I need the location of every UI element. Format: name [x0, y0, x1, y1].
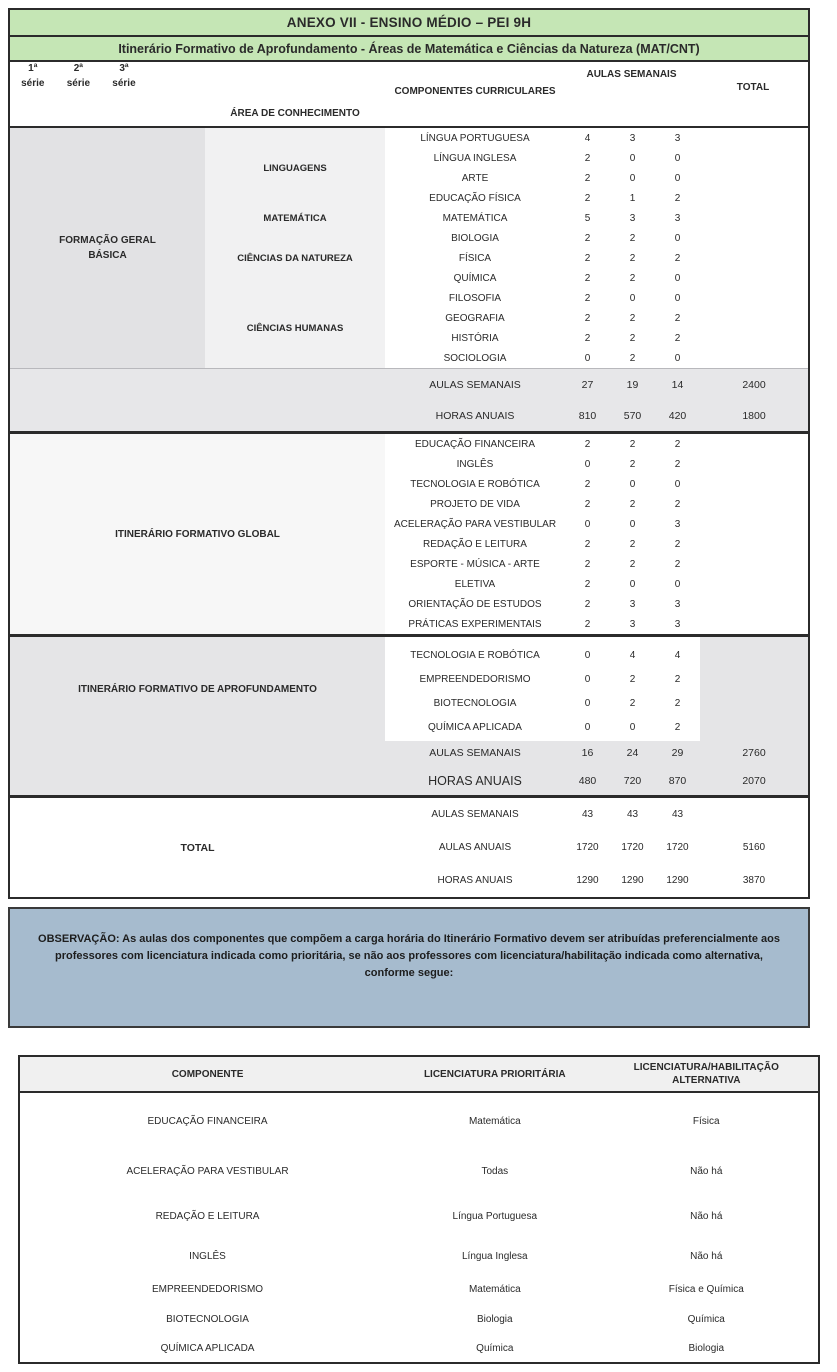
component-name: ARTE [461, 172, 489, 184]
serie2-value: 2 [629, 538, 636, 550]
header-alternativa-text: LICENCIATURA/HABILITAÇÃO ALTERNATIVA [633, 1062, 779, 1086]
component-row [385, 308, 808, 328]
total-value: 5160 [742, 842, 766, 853]
component-name: LÍNGUA INGLESA [433, 152, 517, 164]
licenciatura-row [20, 1334, 818, 1362]
serie1-value: 2 [584, 578, 591, 590]
serie-1-label: série [21, 77, 45, 89]
header-total: TOTAL [736, 82, 770, 93]
serie2-value: 3 [629, 132, 636, 144]
component-row [385, 288, 808, 308]
serie2-value: 19 [626, 378, 639, 391]
serie1-value: 0 [584, 697, 591, 709]
licenciatura-table [18, 1055, 820, 1364]
summary-label: AULAS SEMANAIS [429, 378, 521, 391]
total-row [385, 798, 808, 831]
component-row [10, 667, 808, 691]
serie1-value: 0 [584, 352, 591, 364]
prioritaria-cell: Língua Inglesa [461, 1251, 528, 1262]
header-serie-1 [10, 62, 56, 91]
serie2-value: 0 [629, 292, 636, 304]
serie2-value: 2 [629, 252, 636, 264]
component-row [385, 188, 808, 208]
serie1-value: 810 [578, 409, 597, 422]
summary-row [10, 369, 808, 400]
serie3-value: 2 [674, 332, 681, 344]
serie3-value: 870 [668, 775, 687, 787]
component-name: GEOGRAFIA [445, 312, 505, 324]
serie1-value: 4 [584, 132, 591, 144]
component-row [385, 328, 808, 348]
serie2-value: 0 [629, 578, 636, 590]
serie1-value: 2 [584, 478, 591, 490]
serie3-value: 2 [674, 438, 681, 450]
serie2-value: 3 [629, 212, 636, 224]
total-value: 3870 [742, 875, 766, 886]
summary-row [10, 767, 808, 795]
serie3-value: 0 [674, 272, 681, 284]
serie2-value: 570 [623, 409, 642, 422]
serie1-value: 2 [584, 438, 591, 450]
component-row [385, 248, 808, 268]
serie1-value: 2 [584, 332, 591, 344]
serie3-value: 2 [674, 192, 681, 204]
serie1-value: 0 [584, 458, 591, 470]
serie2-value: 2 [629, 498, 636, 510]
total-value: 1800 [742, 409, 766, 422]
serie-3-num: 3ª [119, 63, 129, 74]
serie3-value: 3 [674, 618, 681, 630]
component-row [385, 554, 808, 574]
serie3-value: 0 [674, 578, 681, 590]
serie3-value: 2 [674, 673, 681, 685]
serie3-value: 0 [674, 152, 681, 164]
serie3-value: 1720 [666, 842, 689, 853]
prioritaria-cell: Todas [481, 1166, 509, 1177]
section-itinerario-aprofundamento [10, 634, 808, 795]
serie1-value: 2 [584, 498, 591, 510]
serie1-value: 2 [584, 232, 591, 244]
alternativa-cell: Não há [690, 1166, 723, 1177]
summary-label: HORAS ANUAIS [428, 774, 522, 788]
component-row [385, 208, 808, 228]
serie1-value: 16 [581, 747, 594, 759]
total-row [385, 864, 808, 897]
serie2-value: 2 [629, 312, 636, 324]
alternativa-cell: Física e Química [668, 1283, 744, 1295]
component-name: TECNOLOGIA E ROBÓTICA [410, 649, 540, 661]
serie3-value: 29 [671, 747, 684, 759]
component-row [385, 268, 808, 288]
serie1-value: 2 [584, 292, 591, 304]
total-row [385, 831, 808, 864]
licenciatura-header [20, 1057, 818, 1093]
component-row [385, 514, 808, 534]
licenciatura-row [20, 1304, 818, 1334]
section-formacao-geral-basica [10, 128, 808, 368]
componente-cell: ACELERAÇÃO PARA VESTIBULAR [126, 1166, 289, 1177]
componente-cell: EMPREENDEDORISMO [151, 1283, 264, 1295]
component-row [385, 614, 808, 634]
serie-2-num: 2ª [73, 63, 84, 74]
component-name: PROJETO DE VIDA [430, 498, 520, 510]
serie1-value: 2 [584, 598, 591, 610]
serie1-value: 2 [584, 172, 591, 184]
section-label: TOTAL [180, 841, 215, 854]
serie1-value: 43 [581, 809, 594, 820]
serie3-value: 2 [674, 538, 681, 550]
component-name: ESPORTE - MÚSICA - ARTE [410, 558, 540, 570]
prioritaria-cell: Matemática [468, 1115, 521, 1127]
total-value: 2400 [742, 378, 766, 391]
serie3-value: 14 [671, 378, 684, 391]
serie3-value: 2 [674, 312, 681, 324]
serie2-value: 0 [629, 721, 636, 733]
serie3-value: 2 [674, 458, 681, 470]
component-name: BIOTECNOLOGIA [433, 697, 517, 709]
serie1-value: 0 [584, 649, 591, 661]
component-row [385, 494, 808, 514]
section-itinerario-global [10, 431, 808, 634]
header-componentes-curriculares: COMPONENTES CURRICULARES [394, 86, 556, 97]
componente-cell: REDAÇÃO E LEITURA [155, 1211, 260, 1222]
section-label: ITINERÁRIO FORMATIVO GLOBAL [10, 434, 385, 634]
component-rows [385, 128, 808, 368]
area-ciencias-natureza: CIÊNCIAS DA NATUREZA [237, 252, 353, 264]
component-row [385, 148, 808, 168]
observacao-note: OBSERVAÇÃO: As aulas dos componentes que compõem a carga horária do Itinerário Formativo devem ser atribuídas preferencialmente aos professores com licenciatura indicada como prioritária, se não aos professores com licenciatura/habilitação indicada como alternativa, conforme segue: [8, 907, 810, 1028]
serie2-value: 0 [629, 152, 636, 164]
component-name: EDUCAÇÃO FINANCEIRA [414, 438, 535, 450]
header-area-de-conhecimento: ÁREA DE CONHECIMENTO [230, 108, 360, 119]
aprofundamento-summary [10, 739, 808, 795]
serie3-value: 2 [674, 721, 681, 733]
component-row [385, 228, 808, 248]
serie1-value: 0 [584, 518, 591, 530]
header-licenciatura-prioritaria: LICENCIATURA PRIORITÁRIA [423, 1068, 566, 1080]
serie2-value: 4 [629, 649, 636, 661]
serie3-value: 420 [668, 409, 687, 422]
serie2-value: 24 [626, 747, 639, 759]
serie1-value: 2 [584, 618, 591, 630]
serie1-value: 480 [578, 775, 597, 787]
component-name: HISTÓRIA [451, 332, 499, 344]
header-licenciatura-alternativa [595, 1061, 818, 1087]
serie3-value: 0 [674, 292, 681, 304]
serie3-value: 2 [674, 498, 681, 510]
serie3-value: 2 [674, 697, 681, 709]
licenciatura-row [20, 1239, 818, 1274]
component-row [385, 474, 808, 494]
serie2-value: 1 [629, 192, 636, 204]
component-row [385, 128, 808, 148]
licenciatura-row [20, 1149, 818, 1194]
table-header [10, 62, 808, 128]
component-row [385, 454, 808, 474]
serie3-value: 0 [674, 478, 681, 490]
row-label: AULAS ANUAIS [438, 842, 512, 853]
serie1-value: 27 [581, 378, 594, 391]
serie2-value: 1720 [621, 842, 644, 853]
component-name: FÍSICA [458, 252, 492, 264]
component-row [10, 691, 808, 715]
component-row [385, 168, 808, 188]
total-value: 2070 [742, 775, 766, 787]
section-total [10, 795, 808, 897]
component-name: MATEMÁTICA [442, 212, 508, 224]
componente-cell: BIOTECNOLOGIA [166, 1313, 249, 1325]
component-row [385, 574, 808, 594]
serie1-value: 5 [584, 212, 591, 224]
prioritaria-cell: Matemática [468, 1283, 521, 1295]
header-series-group [10, 62, 147, 91]
prioritaria-cell: Língua Portuguesa [452, 1211, 538, 1222]
prioritaria-cell: Biologia [477, 1313, 513, 1325]
serie2-value: 3 [629, 598, 636, 610]
componente-cell: INGLÊS [189, 1251, 226, 1262]
component-row [385, 534, 808, 554]
serie3-value: 3 [674, 518, 681, 530]
component-name: QUÍMICA APLICADA [428, 721, 522, 733]
formacao-geral-summary [10, 368, 808, 431]
serie3-value: 2 [674, 252, 681, 264]
area-matematica: MATEMÁTICA [263, 212, 327, 224]
serie3-value: 0 [674, 172, 681, 184]
serie1-value: 2 [584, 538, 591, 550]
component-rows [385, 434, 808, 634]
component-name: EDUCAÇÃO FÍSICA [429, 192, 521, 204]
total-value: 2760 [742, 747, 766, 759]
curriculum-table [8, 8, 810, 899]
serie-2-label: série [66, 77, 91, 89]
serie1-value: 2 [584, 312, 591, 324]
serie1-value: 2 [584, 252, 591, 264]
component-name: LÍNGUA PORTUGUESA [420, 132, 530, 144]
component-name: PRÁTICAS EXPERIMENTAIS [408, 618, 542, 630]
serie-3-label: série [112, 77, 136, 89]
serie2-value: 2 [629, 697, 636, 709]
serie-1-num: 1ª [28, 63, 38, 74]
serie2-value: 720 [623, 775, 642, 787]
serie3-value: 3 [674, 212, 681, 224]
serie3-value: 3 [674, 598, 681, 610]
component-name: QUÍMICA [453, 272, 497, 284]
section-label: FORMAÇÃO GERAL BÁSICA [10, 128, 205, 368]
serie3-value: 0 [674, 352, 681, 364]
component-row [385, 434, 808, 454]
component-name: REDAÇÃO E LEITURA [423, 538, 527, 550]
row-label: HORAS ANUAIS [437, 875, 513, 886]
document-subtitle: Itinerário Formativo de Aprofundamento - Áreas de Matemática e Ciências da Natureza (MAT/CNT) [10, 37, 808, 62]
header-componente: COMPONENTE [171, 1068, 244, 1080]
serie2-value: 2 [629, 458, 636, 470]
serie2-value: 2 [629, 272, 636, 284]
alternativa-cell: Química [687, 1313, 725, 1325]
serie2-value: 0 [629, 518, 636, 530]
prioritaria-cell: Química [476, 1342, 514, 1354]
serie2-value: 3 [629, 618, 636, 630]
serie2-value: 2 [629, 352, 636, 364]
licenciatura-row [20, 1274, 818, 1304]
component-name: EMPREENDEDORISMO [419, 673, 531, 685]
serie2-value: 2 [629, 438, 636, 450]
component-row [10, 643, 808, 667]
serie2-value: 2 [629, 673, 636, 685]
serie3-value: 4 [674, 649, 681, 661]
serie1-value: 2 [584, 192, 591, 204]
serie3-value: 1290 [666, 875, 689, 886]
total-rows [385, 798, 808, 897]
component-rows [10, 637, 808, 739]
serie1-value: 1720 [576, 842, 599, 853]
summary-label: AULAS SEMANAIS [429, 747, 521, 759]
document-title: ANEXO VII - ENSINO MÉDIO – PEI 9H [10, 10, 808, 37]
component-row [10, 715, 808, 739]
serie2-value: 0 [629, 172, 636, 184]
header-aulas-semanais: AULAS SEMANAIS [586, 69, 677, 80]
licenciatura-row [20, 1194, 818, 1239]
component-name: SOCIOLOGIA [443, 352, 507, 364]
area-ciencias-humanas: CIÊNCIAS HUMANAS [246, 322, 344, 334]
component-name: TECNOLOGIA E ROBÓTICA [410, 478, 540, 490]
area-linguagens: LINGUAGENS [263, 162, 327, 174]
serie1-value: 0 [584, 673, 591, 685]
alternativa-cell: Não há [690, 1251, 723, 1262]
serie1-value: 2 [584, 152, 591, 164]
component-name: ACELERAÇÃO PARA VESTIBULAR [393, 518, 557, 530]
component-name: ELETIVA [454, 578, 496, 590]
componente-cell: EDUCAÇÃO FINANCEIRA [147, 1115, 268, 1127]
licenciatura-row [20, 1093, 818, 1149]
serie1-value: 0 [584, 721, 591, 733]
section-label: ITINERÁRIO FORMATIVO DE APROFUNDAMENTO [78, 683, 317, 695]
serie3-value: 43 [671, 809, 684, 820]
row-label: AULAS SEMANAIS [431, 809, 519, 820]
component-row [385, 594, 808, 614]
serie3-value: 2 [674, 558, 681, 570]
knowledge-area-column [205, 128, 385, 368]
summary-row [10, 400, 808, 431]
serie1-value: 1290 [576, 875, 599, 886]
component-name: ORIENTAÇÃO DE ESTUDOS [408, 598, 542, 610]
serie1-value: 2 [584, 558, 591, 570]
serie2-value: 43 [626, 809, 639, 820]
serie2-value: 2 [629, 558, 636, 570]
alternativa-cell: Não há [690, 1211, 723, 1222]
serie1-value: 2 [584, 272, 591, 284]
alternativa-cell: Biologia [688, 1342, 725, 1354]
component-name: BIOLOGIA [451, 232, 499, 244]
component-name: FILOSOFIA [448, 292, 502, 304]
summary-row [10, 739, 808, 767]
componente-cell: QUÍMICA APLICADA [160, 1342, 255, 1354]
component-row [385, 348, 808, 368]
header-serie-2 [56, 62, 102, 91]
component-name: INGLÊS [456, 458, 494, 470]
serie2-value: 1290 [621, 875, 644, 886]
serie3-value: 0 [674, 232, 681, 244]
serie3-value: 3 [674, 132, 681, 144]
header-serie-3 [101, 62, 147, 91]
alternativa-cell: Física [692, 1115, 720, 1127]
serie2-value: 0 [629, 478, 636, 490]
serie2-value: 2 [629, 232, 636, 244]
summary-label: HORAS ANUAIS [435, 409, 515, 422]
serie2-value: 2 [629, 332, 636, 344]
